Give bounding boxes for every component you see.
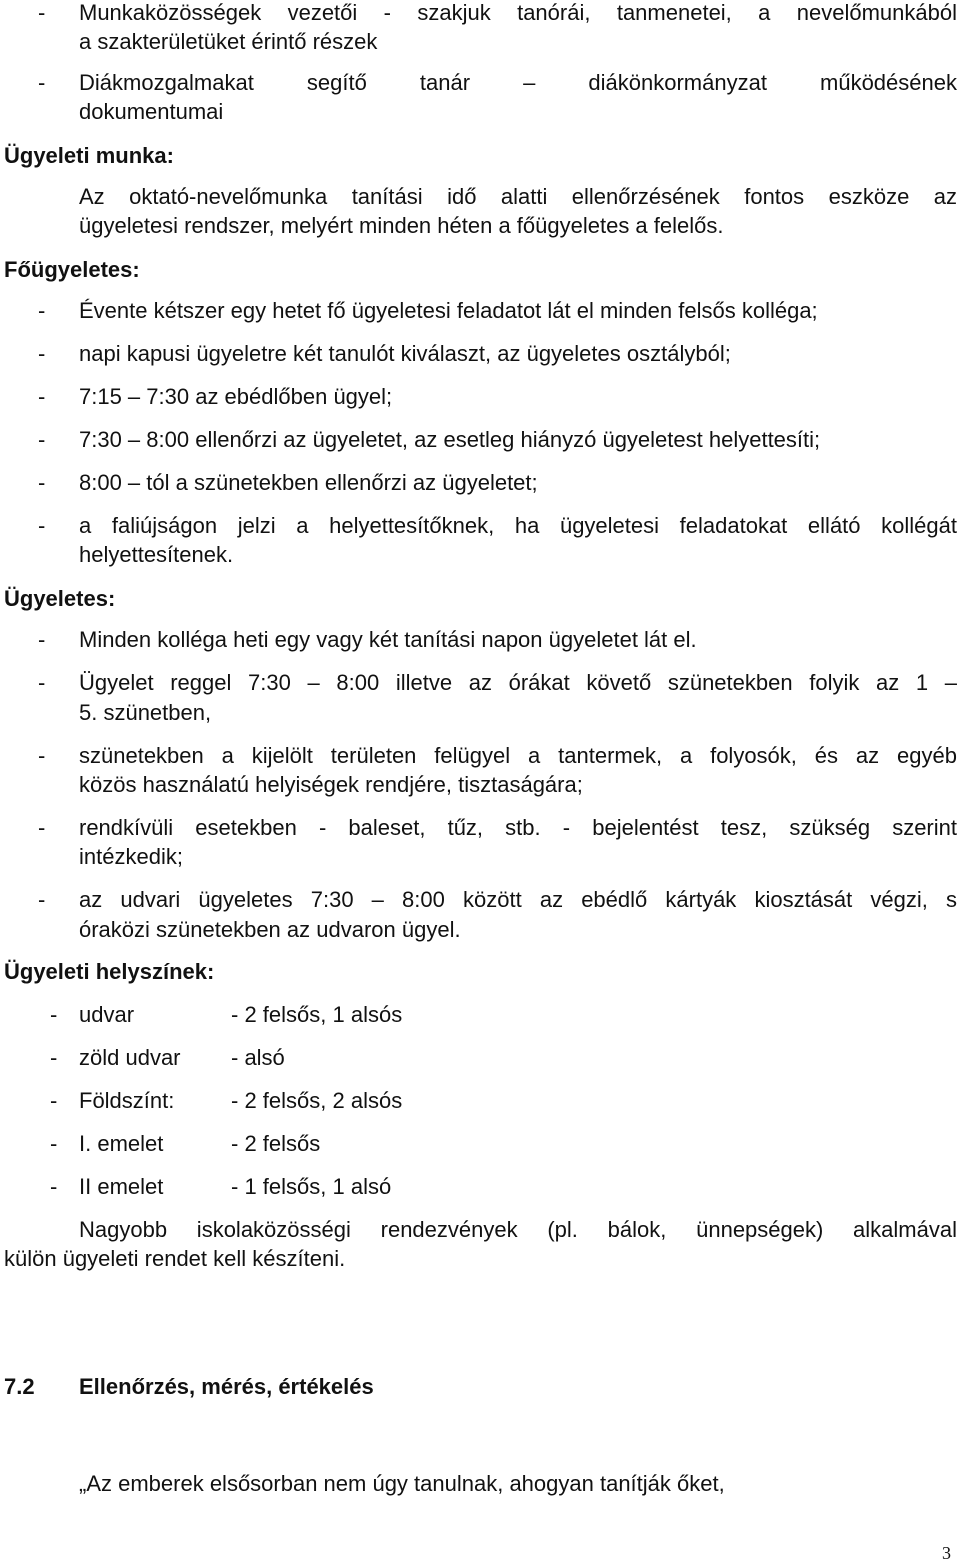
section-heading-helyszinek: Ügyeleti helyszínek: — [4, 959, 215, 984]
list-dash: - — [38, 815, 46, 840]
list-item-text: Ügyelet reggel 7:30 – 8:00 illetve az órákat követő szünetekben folyik az 1 – — [79, 670, 957, 695]
list-item-text-cont: dokumentumai — [79, 99, 224, 124]
list-item-text: 8:00 – tól a szünetekben ellenőrzi az ügyeletet; — [79, 470, 538, 495]
section-heading-fougyeletes: Főügyeletes: — [4, 257, 140, 282]
paragraph-line: külön ügyeleti rendet kell készíteni. — [4, 1246, 346, 1271]
list-item-text-cont: 5. szünetben, — [79, 700, 212, 725]
list-item-text: a faliújságon jelzi a helyettesítőknek, ha ügyeletesi feladatokat ellátó kollégát — [79, 513, 957, 538]
list-item-text: 7:30 – 8:00 ellenőrzi az ügyeletet, az esetleg hiányzó ügyeletest helyettesíti; — [79, 427, 821, 452]
list-dash: - — [38, 341, 46, 366]
list-dash: - — [50, 1002, 58, 1027]
list-item-text: Munkaközösségek vezetői - szakjuk tanórái, tanmenetei, a nevelőmunkából — [79, 0, 957, 25]
list-dash: - — [50, 1174, 58, 1199]
list-dash: - — [38, 470, 46, 495]
list-item-text: szünetekben a kijelölt területen felügyel a tantermek, a folyosók, és az egyéb — [79, 743, 957, 768]
section-number: 7.2 — [4, 1374, 35, 1399]
location-staff: - 2 felsős — [231, 1131, 321, 1156]
list-dash: - — [38, 887, 46, 912]
list-dash: - — [50, 1131, 58, 1156]
location-name: II emelet — [79, 1174, 164, 1199]
list-dash: - — [38, 70, 46, 95]
list-dash: - — [38, 513, 46, 538]
list-item-text: napi kapusi ügyeletre két tanulót kiválaszt, az ügyeletes osztályból; — [79, 341, 731, 366]
paragraph-line: Nagyobb iskolaközösségi rendezvények (pl. bálok, ünnepségek) alkalmával — [79, 1217, 957, 1242]
list-dash: - — [38, 0, 46, 25]
list-item-text-cont: intézkedik; — [79, 844, 183, 869]
location-staff: - 2 felsős, 2 alsós — [231, 1088, 403, 1113]
list-dash: - — [50, 1045, 58, 1070]
list-item-text-cont: a szakterületüket érintő részek — [79, 29, 378, 54]
paragraph-line: Az oktató-nevelőmunka tanítási idő alatti ellenőrzésének fontos eszköze az — [79, 184, 957, 209]
location-staff: - alsó — [231, 1045, 285, 1070]
list-item-text-cont: óraközi szünetekben az udvaron ügyel. — [79, 917, 461, 942]
list-item-text-cont: helyettesítenek. — [79, 542, 234, 567]
section-heading-ugyeleti-munka: Ügyeleti munka: — [4, 143, 174, 168]
page-number: 3 — [942, 1543, 951, 1563]
list-item-text: Minden kolléga heti egy vagy két tanítási napon ügyeletet lát el. — [79, 627, 697, 652]
list-dash: - — [38, 627, 46, 652]
list-item-text-cont: közös használatú helyiségek rendjére, tisztaságára; — [79, 772, 583, 797]
list-dash: - — [38, 427, 46, 452]
list-item-text: rendkívüli esetekben - baleset, tűz, stb. - bejelentést tesz, szükség szerint — [79, 815, 957, 840]
location-staff: - 1 felsős, 1 alsó — [231, 1174, 392, 1199]
section-heading-ugyeletes: Ügyeletes: — [4, 586, 116, 611]
location-name: Földszínt: — [79, 1088, 175, 1113]
location-name: I. emelet — [79, 1131, 164, 1156]
list-item-text: 7:15 – 7:30 az ebédlőben ügyel; — [79, 384, 393, 409]
location-name: zöld udvar — [79, 1045, 181, 1070]
list-item-text: az udvari ügyeletes 7:30 – 8:00 között az ebédlő kártyák kiosztását végzi, s — [79, 887, 957, 912]
list-dash: - — [50, 1088, 58, 1113]
list-dash: - — [38, 384, 46, 409]
list-dash: - — [38, 743, 46, 768]
quote-line: „Az emberek elsősorban nem úgy tanulnak, ahogyan tanítják őket, — [79, 1471, 725, 1496]
paragraph-line: ügyeletesi rendszer, melyért minden héten a főügyeletes a felelős. — [79, 213, 724, 238]
list-dash: - — [38, 670, 46, 695]
location-name: udvar — [79, 1002, 135, 1027]
list-dash: - — [38, 298, 46, 323]
location-staff: - 2 felsős, 1 alsós — [231, 1002, 403, 1027]
list-item-text: Évente kétszer egy hetet fő ügyeletesi feladatot lát el minden felsős kolléga; — [79, 298, 818, 323]
section-title: Ellenőrzés, mérés, értékelés — [79, 1374, 374, 1399]
list-item-text: Diákmozgalmakat segítő tanár – diákönkormányzat működésének — [79, 70, 957, 95]
